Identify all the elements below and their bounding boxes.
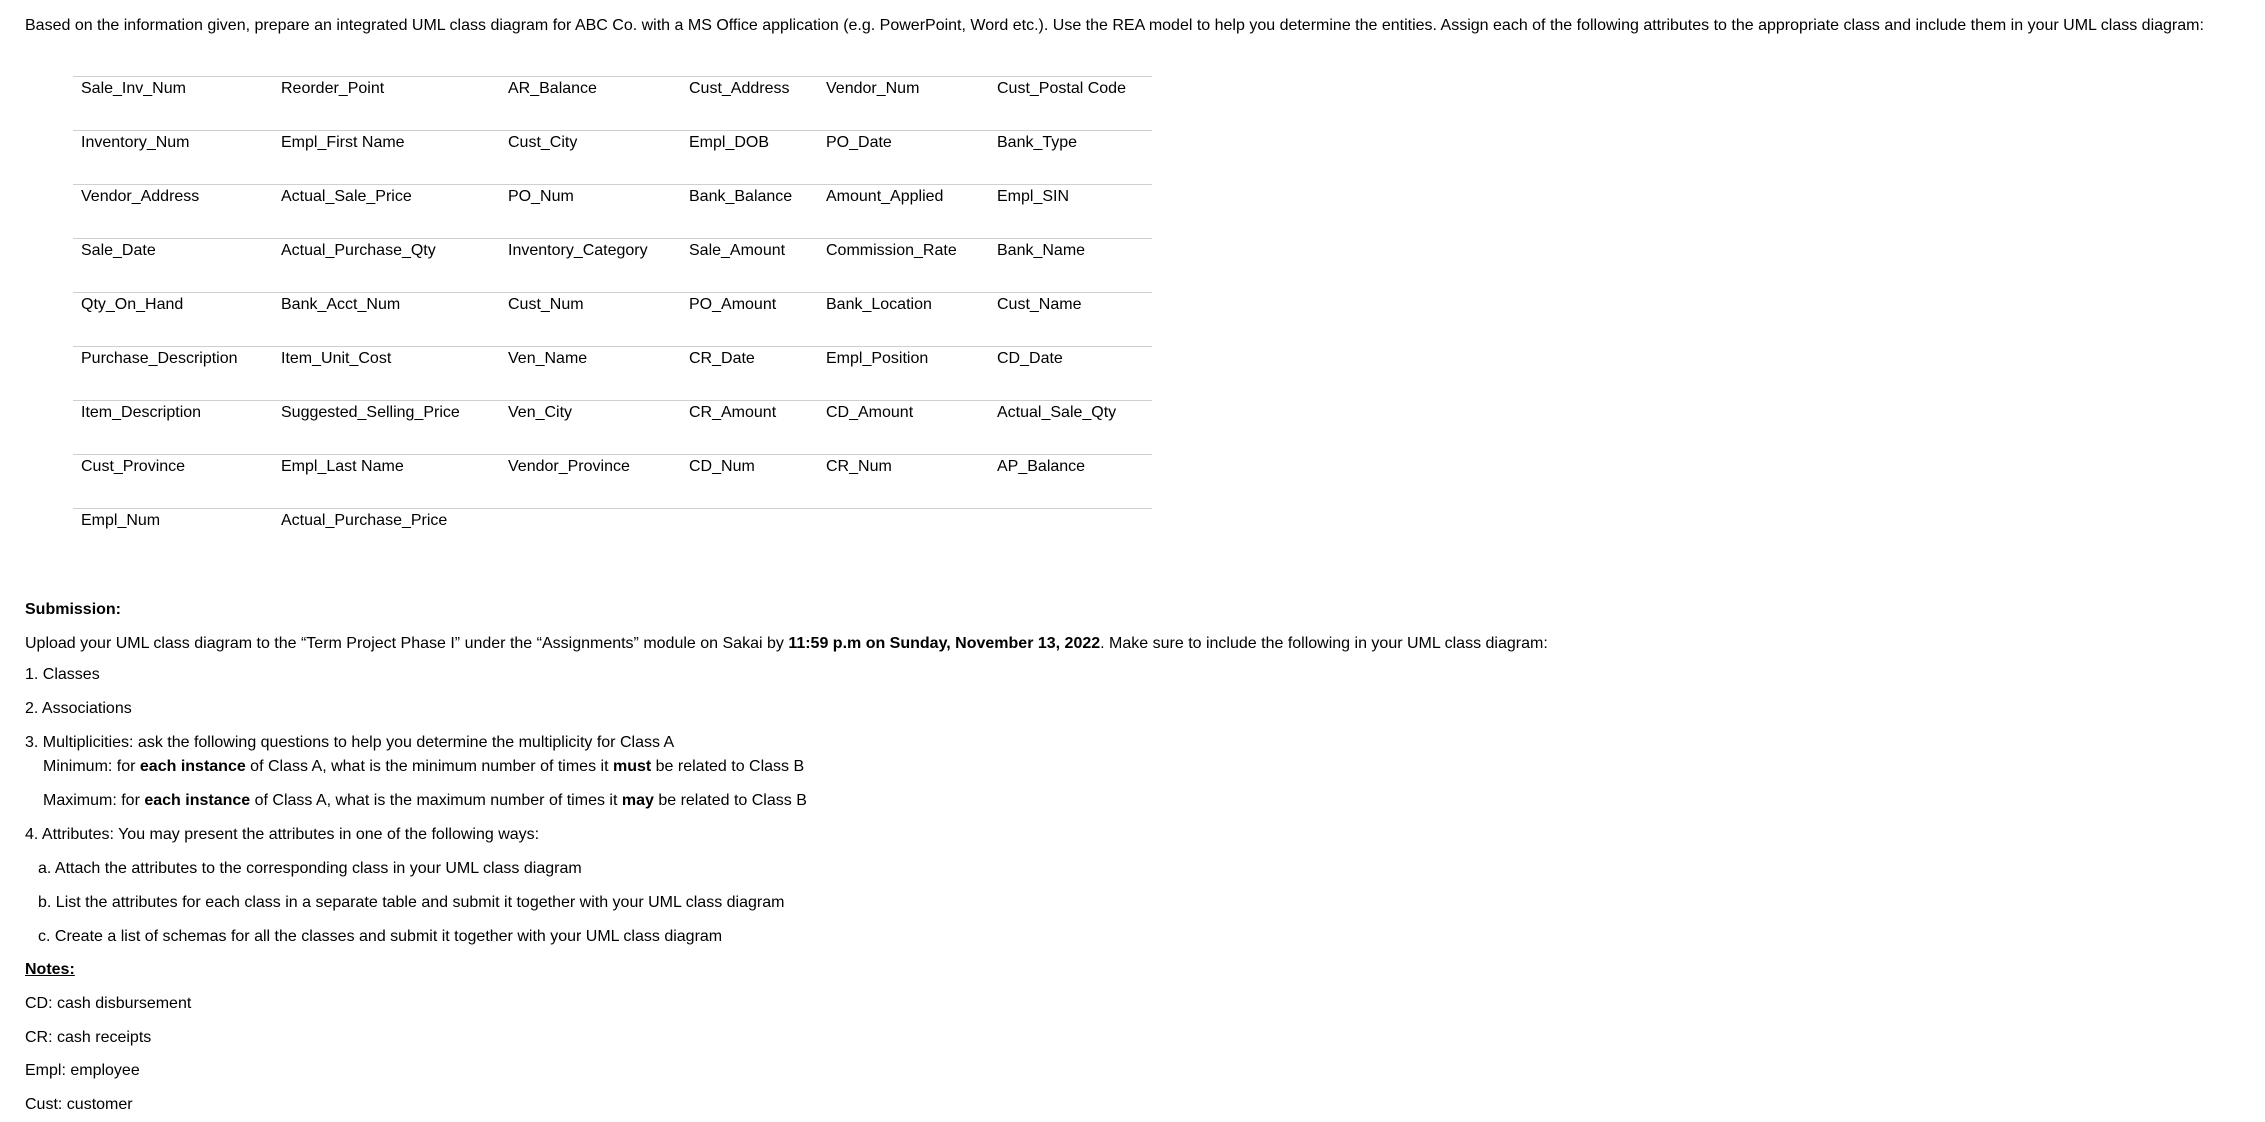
list-item-associations: 2. Associations	[25, 700, 132, 717]
min-text-1: Minimum: for	[43, 758, 140, 775]
table-cell: CD_Date	[989, 347, 1152, 401]
table-cell: AP_Balance	[989, 455, 1152, 509]
note-item: Cust: customer	[25, 1096, 133, 1113]
min-text-4: must	[612, 758, 652, 775]
table-cell	[681, 509, 818, 543]
table-cell: Reorder_Point	[273, 77, 500, 131]
attributes-option-c: c. Create a list of schemas for all the classes and submit it together with your UML class diagram	[38, 928, 723, 945]
table-row	[73, 509, 1152, 543]
table-row	[73, 131, 1152, 185]
table-row	[73, 185, 1152, 239]
table-cell: Vendor_Province	[500, 455, 681, 509]
upload-text-end: . Make sure to include the following in your UML class diagram:	[1100, 635, 1548, 652]
table-row	[73, 293, 1152, 347]
table-cell	[989, 509, 1152, 543]
table-row	[73, 401, 1152, 455]
table-cell	[500, 509, 681, 543]
multiplicity-minimum	[43, 757, 804, 777]
table-cell: Empl_SIN	[989, 185, 1152, 239]
table-cell: Vendor_Address	[73, 185, 273, 239]
table-cell: Qty_On_Hand	[73, 293, 273, 347]
table-row	[73, 77, 1152, 131]
table-cell: CR_Date	[681, 347, 818, 401]
table-cell: PO_Amount	[681, 293, 818, 347]
table-cell: Empl_DOB	[681, 131, 818, 185]
table-cell: Empl_First Name	[273, 131, 500, 185]
table-row	[73, 455, 1152, 509]
upload-deadline: 11:59 p.m on Sunday, November 13, 2022	[788, 635, 1101, 652]
table-cell: Vendor_Num	[818, 77, 989, 131]
table-cell: Commission_Rate	[818, 239, 989, 293]
table-cell: Inventory_Num	[73, 131, 273, 185]
list-item-classes: 1. Classes	[25, 666, 100, 683]
table-cell: Bank_Location	[818, 293, 989, 347]
table-cell: Ven_Name	[500, 347, 681, 401]
table-cell: Sale_Amount	[681, 239, 818, 293]
table-cell	[818, 509, 989, 543]
table-cell: CD_Amount	[818, 401, 989, 455]
table-cell: Bank_Balance	[681, 185, 818, 239]
max-text-2: each instance	[144, 792, 251, 809]
note-item: CR: cash receipts	[25, 1029, 152, 1046]
multiplicity-maximum	[43, 791, 807, 811]
table-row	[73, 347, 1152, 401]
table-cell: Empl_Position	[818, 347, 989, 401]
instructions-intro: Based on the information given, prepare an integrated UML class diagram for ABC Co. with a MS Office application (e.g. PowerPoint, Word etc.). Use the REA model to help you determine the entities. Assign each of the following attributes to the appropriate class and include them in your UML class diagram:	[25, 17, 2204, 34]
table-cell: Actual_Purchase_Qty	[273, 239, 500, 293]
max-text-5: be related to Class B	[653, 792, 807, 809]
table-cell: Cust_Province	[73, 455, 273, 509]
max-text-3: of Class A, what is the maximum number of times it	[250, 792, 622, 809]
table-cell: Actual_Sale_Qty	[989, 401, 1152, 455]
table-row	[73, 239, 1152, 293]
table-cell: Item_Description	[73, 401, 273, 455]
min-text-2: each instance	[139, 758, 246, 775]
attributes-table	[73, 76, 1152, 543]
attributes-option-a: a. Attach the attributes to the corresponding class in your UML class diagram	[38, 860, 582, 877]
table-cell: CR_Num	[818, 455, 989, 509]
note-item: Empl: employee	[25, 1062, 140, 1079]
table-cell: Item_Unit_Cost	[273, 347, 500, 401]
table-cell: Empl_Num	[73, 509, 273, 543]
table-cell: CR_Amount	[681, 401, 818, 455]
table-cell: Empl_Last Name	[273, 455, 500, 509]
table-cell: Suggested_Selling_Price	[273, 401, 500, 455]
note-item: CD: cash disbursement	[25, 995, 192, 1012]
attributes-option-b: b. List the attributes for each class in a separate table and submit it together with your UML class diagram	[38, 894, 785, 911]
table-cell: Bank_Type	[989, 131, 1152, 185]
table-cell: Actual_Purchase_Price	[273, 509, 500, 543]
max-text-1: Maximum: for	[43, 792, 145, 809]
list-item-multiplicities: 3. Multiplicities: ask the following questions to help you determine the multiplicity for Class A	[25, 734, 675, 751]
table-cell: Cust_Num	[500, 293, 681, 347]
min-text-5: be related to Class B	[651, 758, 805, 775]
table-cell: Ven_City	[500, 401, 681, 455]
table-cell: AR_Balance	[500, 77, 681, 131]
upload-text-start: Upload your UML class diagram to the “Term Project Phase I” under the “Assignments” module on Sakai by	[25, 635, 789, 652]
table-cell: CD_Num	[681, 455, 818, 509]
table-cell: Cust_Postal Code	[989, 77, 1152, 131]
max-text-4: may	[621, 792, 654, 809]
notes-heading: Notes:	[25, 961, 75, 978]
table-cell: Sale_Date	[73, 239, 273, 293]
upload-instructions	[25, 634, 1548, 654]
table-cell: PO_Date	[818, 131, 989, 185]
table-cell: Bank_Name	[989, 239, 1152, 293]
table-cell: Actual_Sale_Price	[273, 185, 500, 239]
table-cell: Cust_Name	[989, 293, 1152, 347]
table-cell: Bank_Acct_Num	[273, 293, 500, 347]
table-cell: Sale_Inv_Num	[73, 77, 273, 131]
min-text-3: of Class A, what is the minimum number of times it	[245, 758, 613, 775]
list-item-attributes: 4. Attributes: You may present the attributes in one of the following ways:	[25, 826, 540, 843]
table-cell: Amount_Applied	[818, 185, 989, 239]
table-cell: Cust_Address	[681, 77, 818, 131]
table-cell: Cust_City	[500, 131, 681, 185]
table-cell: PO_Num	[500, 185, 681, 239]
submission-heading: Submission:	[25, 601, 122, 618]
table-cell: Purchase_Description	[73, 347, 273, 401]
table-cell: Inventory_Category	[500, 239, 681, 293]
